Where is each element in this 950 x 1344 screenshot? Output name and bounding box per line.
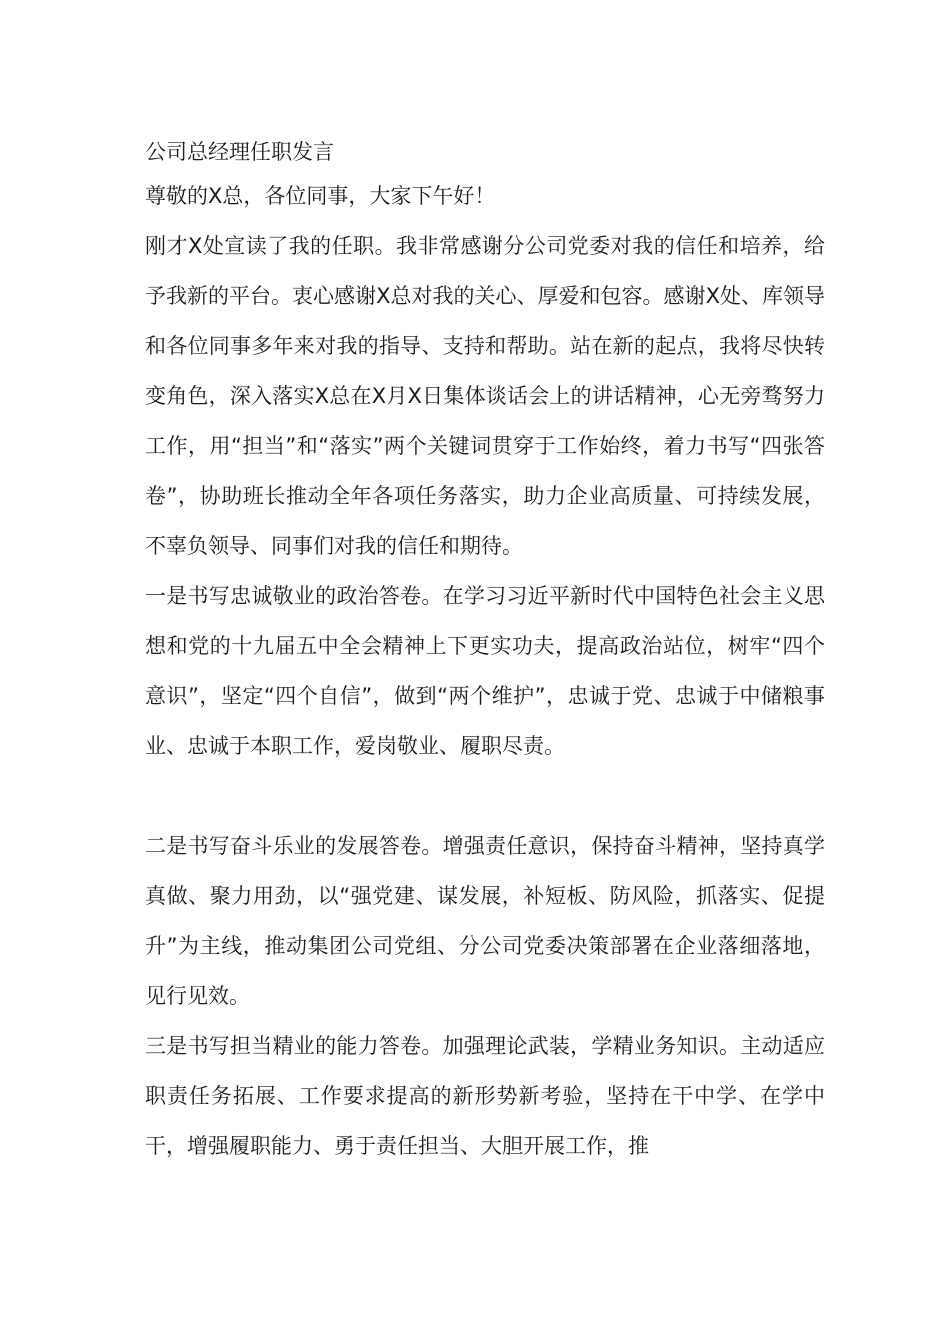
paragraph-appointment-thanks: 刚才X处宣读了我的任职。我非常感谢分公司党委对我的信任和培养，给予我新的平台。衷心感谢X总对我的关心、厚爱和包容。感谢X处、库领导和各位同事多年来对我的指导、支持和帮助。站在新的起点，我将尽快转变角色，深入落实X总在X月X日集体谈话会上的讲话精神，心无旁骛努力工作，用“担当”和“落实”两个关键词贯穿于工作始终，着力书写“四张答卷”，协助班长推动全年各项任务落实，助力企业高质量、可持续发展，不辜负领导、同事们对我的信任和期待。 xyxy=(145,234,825,558)
paragraph-development-answer: 二是书写奋斗乐业的发展答卷。增强责任意识，保持奋斗精神，坚持真学真做、聚力用劲，以“强党建、谋发展，补短板、防风险，抓落实、促提升”为主线，推动集团公司党组、分公司党委决策部署在企业落细落地，见行见效。 xyxy=(145,834,825,1008)
document-title: 公司总经理任职发言 xyxy=(145,140,334,164)
paragraph-political-answer: 一是书写忠诚敬业的政治答卷。在学习习近平新时代中国特色社会主义思想和党的十九届五中全会精神上下更实功夫，提高政治站位，树牢“四个意识”，坚定“四个自信”，做到“两个维护”，忠诚于党、忠诚于中储粮事业、忠诚于本职工作，爱岗敬业、履职尽责。 xyxy=(145,584,825,758)
document-body xyxy=(145,131,825,1171)
paragraph-gap xyxy=(145,771,825,821)
paragraph-ability-answer: 三是书写担当精业的能力答卷。加强理论武装，学精业务知识。主动适应职责任务拓展、工作要求提高的新形势新考验，坚持在干中学、在学中干，增强履职能力、勇于责任担当、大胆开展工作，推 xyxy=(145,1034,825,1158)
greeting: 尊敬的X总，各位同事，大家下午好！ xyxy=(145,184,496,208)
